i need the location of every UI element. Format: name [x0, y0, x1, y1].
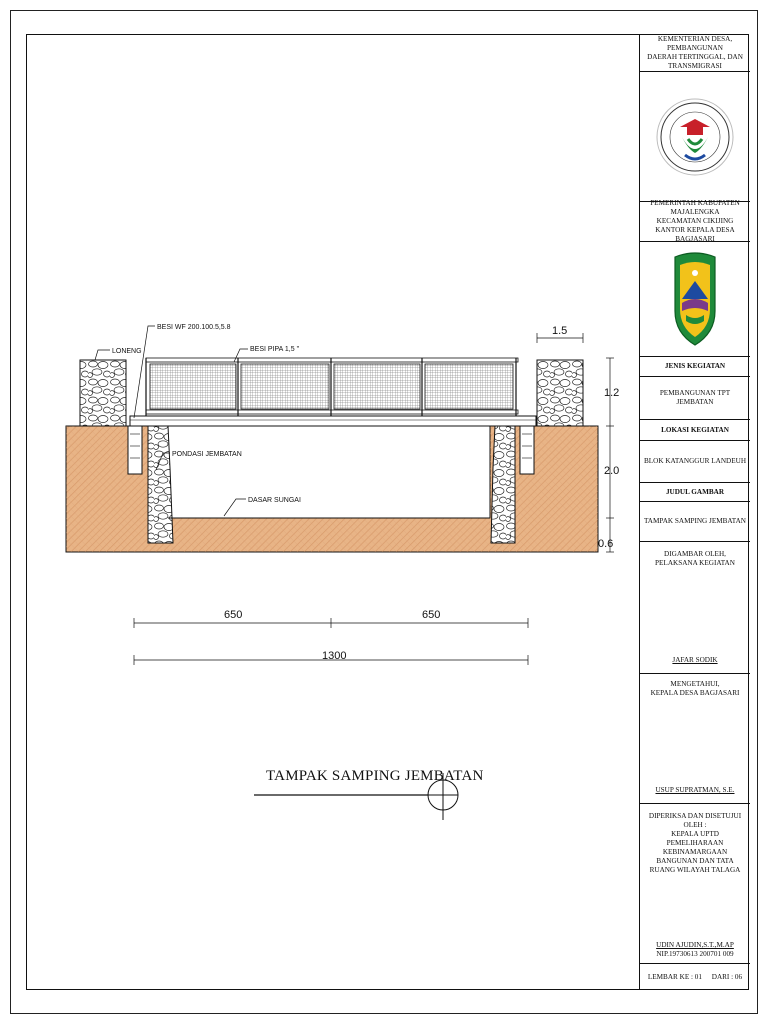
- drawn-by-cell: [640, 542, 750, 674]
- left-foundation: [148, 426, 173, 543]
- right-top-wall: [537, 360, 583, 426]
- dim-right-text: 650: [422, 609, 441, 621]
- gov-line-3: KANTOR KEPALA DESA BAGJASARI: [655, 226, 735, 243]
- drawn-line-1: DIGAMBAR OLEH,: [664, 550, 726, 558]
- sheet-total: DARI : 06: [711, 972, 743, 981]
- sheet-number-cell: [640, 964, 750, 990]
- ministry-line-3: TRANSMIGRASI: [668, 61, 722, 70]
- check-line-1: DIPERIKSA DAN DISETUJUI OLEH :: [648, 812, 742, 829]
- sheet-number: LEMBAR KE : 01: [647, 972, 702, 981]
- title-block: [639, 34, 749, 990]
- check-name: UDIN AJUDIN,S.T.,M.AP: [656, 941, 734, 949]
- ministry-line-2: DAERAH TERTINGGAL, DAN: [647, 52, 743, 61]
- jenis-label: JENIS KEGIATAN: [640, 357, 750, 377]
- drawn-line-2: PELAKSANA KEGIATAN: [655, 559, 735, 567]
- railing: [146, 358, 518, 416]
- ministry-cell: [640, 34, 750, 72]
- drawn-name: JAFAR SODIK: [672, 656, 718, 664]
- regency-emblem-icon: [672, 251, 718, 347]
- checked-by-cell: [640, 804, 750, 964]
- check-line-2: KEPALA UPTD PEMELIHARAAN: [666, 830, 724, 847]
- dim-h3-text: 0.6: [598, 538, 614, 550]
- lokasi-value: BLOK KATANGGUR LANDEUH: [640, 441, 750, 483]
- dim-total-text: 1300: [322, 650, 347, 662]
- regency-logo-cell: [640, 242, 750, 357]
- river-bank-soil: [66, 426, 598, 552]
- ministry-logo-cell: [640, 72, 750, 202]
- check-line-4: RUANG WILAYAH TALAGA: [649, 866, 741, 874]
- lokasi-label: LOKASI KEGIATAN: [640, 420, 750, 441]
- gov-line-2: KECAMATAN CIKIJING: [656, 217, 734, 225]
- bridge-deck: [128, 416, 536, 474]
- judul-label: JUDUL GAMBAR: [640, 483, 750, 502]
- check-line-3: KEBINAMARGAAN BANGUNAN DAN TATA: [656, 848, 734, 865]
- dim-h1-text: 1.2: [604, 387, 620, 399]
- jenis-value: PEMBANGUNAN TPT JEMBATAN: [640, 377, 750, 420]
- dim-left-text: 650: [224, 609, 243, 621]
- judul-value: TAMPAK SAMPING JEMBATAN: [640, 502, 750, 542]
- known-line-1: MENGETAHUI,: [670, 680, 720, 688]
- known-line-2: KEPALA DESA BAGJASARI: [650, 689, 740, 697]
- label-pondasi: PONDASI JEMBATAN: [172, 451, 242, 458]
- ministry-logo-icon: [655, 97, 735, 177]
- right-foundation: [491, 426, 515, 543]
- left-top-wall: [80, 360, 126, 426]
- known-by-cell: [640, 674, 750, 804]
- known-name: USUP SUPRATMAN, S.E.: [655, 786, 735, 794]
- label-loneng: LONENG: [112, 348, 142, 355]
- ministry-line-1: KEMENTERIAN DESA, PEMBANGUNAN: [657, 34, 733, 52]
- dim-top-text: 1.5: [552, 325, 568, 337]
- check-nip: NIP.19730613 200701 009: [656, 950, 734, 958]
- gov-cell: [640, 199, 750, 243]
- dim-h2-text: 2.0: [604, 465, 620, 477]
- label-dasar-sungai: DASAR SUNGAI: [248, 497, 301, 504]
- label-besi-wf: BESI WF 200.100.5,5.8: [157, 324, 231, 331]
- view-title: TAMPAK SAMPING JEMBATAN: [266, 768, 484, 784]
- label-besi-pipa: BESI PIPA 1,5 ": [250, 346, 300, 353]
- gov-line-1: PEMERINTAH KABUPATEN MAJALENGKA: [650, 199, 740, 216]
